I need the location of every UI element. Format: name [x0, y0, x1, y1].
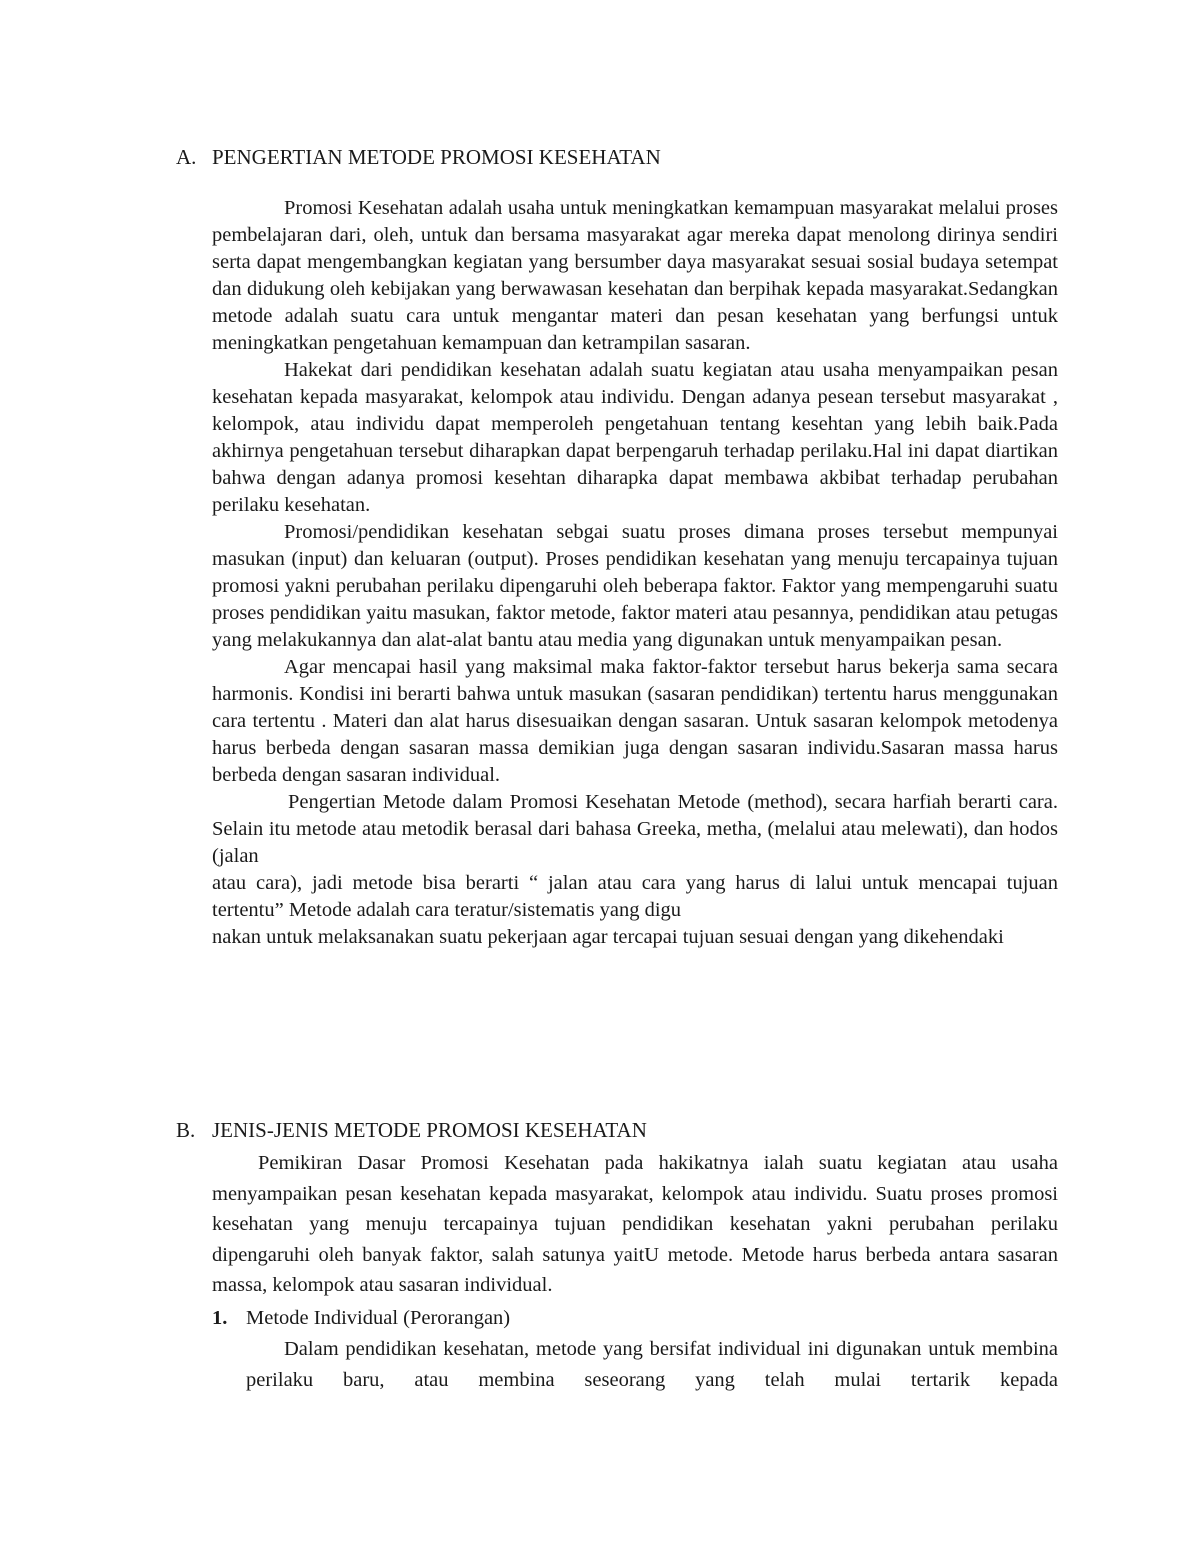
list-item-title: Metode Individual (Perorangan) — [246, 1307, 511, 1329]
section-a-paragraph-7: nakan untuk melaksanakan suatu pekerjaan agar tercapai tujuan sesuai dengan yang dikehendaki — [212, 926, 1004, 948]
section-a-paragraph-1: Promosi Kesehatan adalah usaha untuk meningkatkan kemampuan masyarakat melalui proses pembelajaran dari, oleh, untuk dan bersama masyarakat agar mereka dapat menolong dirinya sendiri serta dapat mengembangkan kegiatan yang bersumber daya masyarakat sesuai sosial budaya setempat dan didukung oleh kebijakan yang berwawasan kesehatan dan berpihak kepada masyarakat.Sedangkan metode adalah suatu cara untuk mengantar materi dan pesan kesehatan yang berfungsi untuk meningkatkan pengetahuan kemampuan dan ketrampilan sasaran. — [212, 197, 1058, 354]
list-item-number: 1. — [212, 1307, 228, 1329]
section-a-paragraph-2: Hakekat dari pendidikan kesehatan adalah suatu kegiatan atau usaha menyampaikan pesan kesehatan kepada masyarakat, kelompok atau individu. Dengan adanya pesean tersebut masyarakat , kelompok, atau individu dapat memperoleh pengetahuan tentang kesehtan yang lebih baik.Pada akhirnya pengetahuan tersebut diharapkan dapat berpengaruh terhadap perilaku.Hal ini dapat diartikan bahwa dengan adanya promosi kesehtan diharapka dapat membawa akbibat terhadap perubahan perilaku kesehatan. — [212, 359, 1058, 516]
section-a-body — [212, 195, 1058, 951]
section-b-paragraph: Pemikiran Dasar Promosi Kesehatan pada hakikatnya ialah suatu kegiatan atau usaha menyampaikan pesan kesehatan kepada masyarakat, kelompok atau individu. Suatu proses promosi kesehatan yang menuju tercapainya tujuan pendidikan kesehatan yakni perubahan perilaku dipengaruhi oleh banyak faktor, salah satunya yaitU metode. Metode harus berbeda antara sasaran massa, kelompok atau sasaran individual. — [212, 1152, 1058, 1296]
section-a-paragraph-3: Promosi/pendidikan kesehatan sebgai suatu proses dimana proses tersebut mempunyai masukan (input) dan keluaran (output). Proses pendidikan kesehatan yang menuju tercapainya tujuan promosi yakni perubahan perilaku dipengaruhi oleh beberapa faktor. Faktor yang mempengaruhi suatu proses pendidikan yaitu masukan, faktor metode, faktor materi atau pesannya, pendidikan atau petugas yang melakukannya dan alat-alat bantu atau media yang digunakan untuk menyampaikan pesan. — [212, 521, 1058, 651]
section-a-paragraph-4: Agar mencapai hasil yang maksimal maka faktor-faktor tersebut harus bekerja sama secara harmonis. Kondisi ini berarti bahwa untuk masukan (sasaran pendidikan) tertentu harus menggunakan cara tertentu . Materi dan alat harus disesuaikan dengan sasaran. Untuk sasaran kelompok metodenya harus berbeda dengan sasaran massa demikian juga dengan sasaran individu.Sasaran massa harus berbeda dengan sasaran individual. — [212, 656, 1058, 786]
section-b-heading — [176, 1117, 647, 1144]
section-a-paragraph-6: atau cara), jadi metode bisa berarti “ jalan atau cara yang harus di lalui untuk mencapai tujuan tertentu” Metode adalah cara teratur/sistematis yang digu — [212, 872, 1058, 921]
list-item-body — [246, 1334, 1058, 1396]
section-a-paragraph-5: Pengertian Metode dalam Promosi Kesehatan Metode (method), secara harfiah berarti cara. Selain itu metode atau metodik berasal dari bahasa Greeka, metha, (melalui atau melewati), dan hodos (jalan — [212, 791, 1058, 867]
section-b-title: JENIS-JENIS METODE PROMOSI KESEHATAN — [212, 1118, 647, 1142]
section-b-letter: B. — [176, 1118, 196, 1142]
section-a-letter: A. — [176, 145, 197, 169]
section-a-title: PENGERTIAN METODE PROMOSI KESEHATAN — [212, 145, 661, 169]
section-a-heading — [176, 144, 661, 171]
section-b-body — [212, 1148, 1058, 1301]
list-item — [212, 1303, 510, 1333]
list-item-paragraph: Dalam pendidikan kesehatan, metode yang bersifat individual ini digunakan untuk membina perilaku baru, atau membina seseorang yang telah mulai tertarik kepada — [246, 1338, 1058, 1391]
